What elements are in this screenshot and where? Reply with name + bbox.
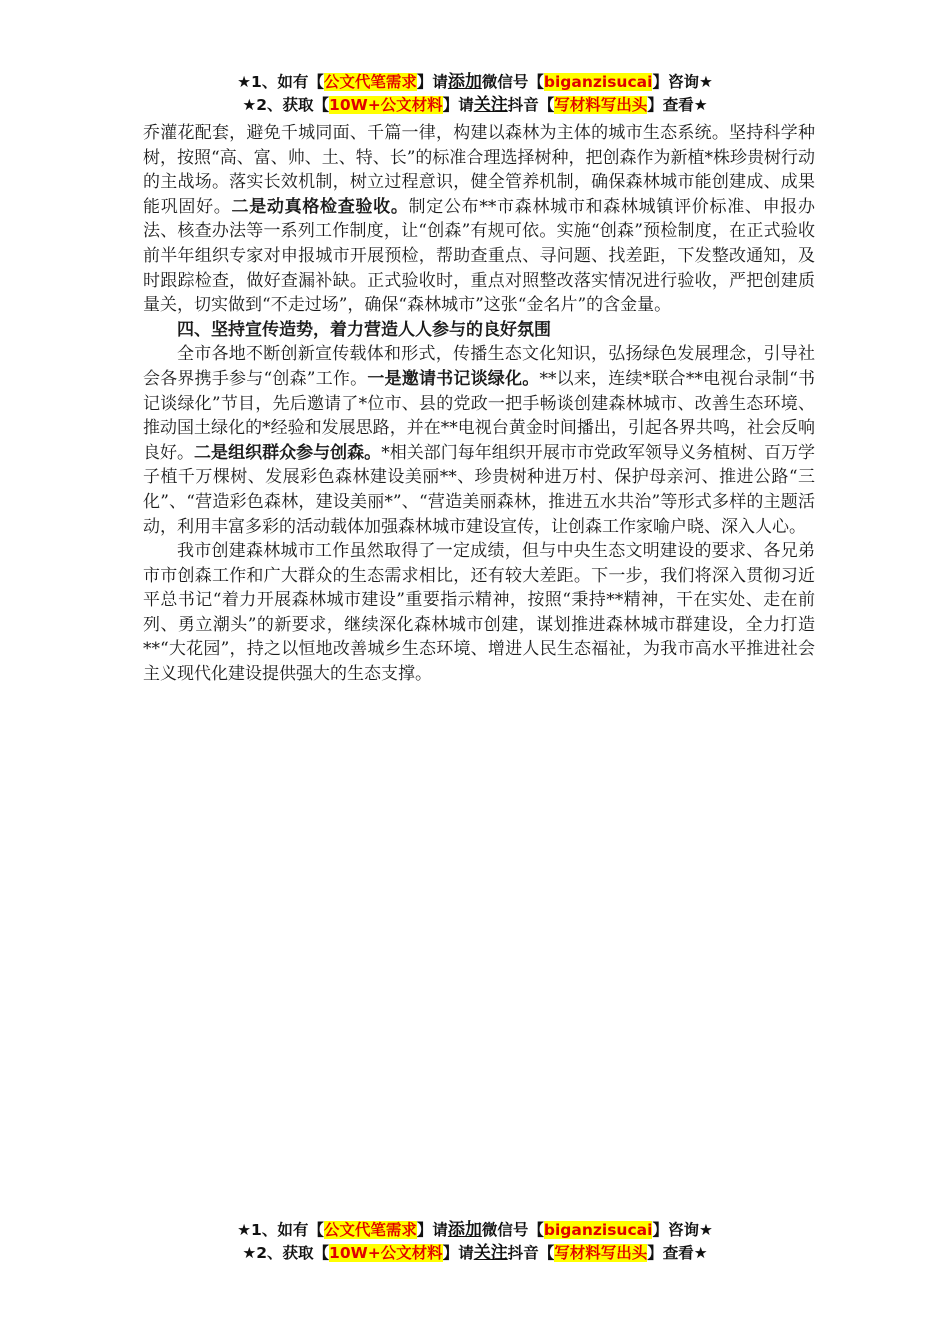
banner-text: ★1、如有【 <box>237 1221 324 1239</box>
banner-text: ★1、如有【 <box>237 73 324 91</box>
bold-lead-public: 二是组织群众参与创森。 <box>194 442 382 463</box>
banner-add-text: 添加 <box>447 72 482 92</box>
banner-text: 】请 <box>416 1221 448 1239</box>
paragraph-conclusion: 我市创建森林城市工作虽然取得了一定成绩，但与中央生态文明建设的要求、各兄弟市市创森工作和广大群众的生态需求相比，还有较大差距。下一步，我们将深入贯彻习近平总书记“着力开展森林城市建设”重要指示精神，按照“秉持**精神，干在实处、走在前列、勇立潮头”的新要求，继续深化森林城市创建，谋划推进森林城市群建设，全力打造**“大花园”，持之以恒地改善城乡生态环境、增进人民生态福祉，为我市高水平推进社会主义现代化建设提供强大的生态支撑。 <box>143 541 815 685</box>
highlight-material: 10W+公文材料 <box>329 96 443 114</box>
banner-line-2 <box>0 1242 950 1265</box>
banner-text: ★2、获取【 <box>242 96 330 114</box>
footer-banner <box>0 1219 950 1265</box>
wechat-id: biganzisucai <box>543 73 653 91</box>
banner-text: 】查看★ <box>647 96 708 114</box>
paragraph-continuation: 乔灌花配套，避免千城同面、千篇一律，构建以森林为主体的城市生态系统。坚持科学种树，按照“高、富、帅、土、特、长”的标准合理选择树种，把创森作为新植*株珍贵树行动的主战场。落实长效机制，树立过程意识，健全管养机制，确保森林城市能创建成、成果能巩固好。二是动真格检查验收。制定公布**市森林城市和森林城镇评价标准、申报办法、核查办法等一系列工作制度，让“创森”有规可依。实施“创森”预检制度，在正式验收前半年组织专家对申报城市开展预检，帮助查重点、寻问题、找差距，下发整改通知，及时跟踪检查，做好查漏补缺。正式验收时，重点对照整改落实情况进行验收，严把创建质量关，切实做到“不走过场”，确保“森林城市”这张“金名片”的含金量。 <box>143 123 816 316</box>
banner-line-1 <box>0 1219 950 1242</box>
bold-lead-inspection: 二是动真格检查验收。 <box>231 196 409 217</box>
douyin-account: 写材料写出头 <box>554 1244 648 1262</box>
banner-text: 微信号【 <box>481 1221 544 1239</box>
bold-lead-secretary: 一是邀请书记谈绿化。 <box>367 368 540 389</box>
banner-add-text: 添加 <box>447 1220 482 1240</box>
banner-text: 】查看★ <box>647 1244 708 1262</box>
highlight-material: 10W+公文材料 <box>329 1244 443 1262</box>
banner-text: 】请 <box>442 1244 474 1262</box>
banner-text: 】咨询★ <box>652 1221 713 1239</box>
banner-text: 微信号【 <box>481 73 544 91</box>
header-banner <box>0 71 950 117</box>
banner-text: 抖音【 <box>507 1244 555 1262</box>
highlight-ghostwriting-need: 公文代笔需求 <box>323 1221 417 1239</box>
banner-text: 】请 <box>416 73 448 91</box>
banner-follow-text: 关注 <box>473 1243 508 1263</box>
wechat-id: biganzisucai <box>543 1221 653 1239</box>
section-heading-4: 四、坚持宣传造势，着力营造人人参与的良好氛围 <box>177 319 551 340</box>
banner-text: ★2、获取【 <box>242 1244 330 1262</box>
banner-follow-text: 关注 <box>473 95 508 115</box>
banner-line-1 <box>0 71 950 94</box>
paragraph-publicity: 全市各地不断创新宣传载体和形式，传播生态文化知识，弘扬绿色发展理念，引导社会各界携手参与“创森”工作。一是邀请书记谈绿化。**以来，连续*联合**电视台录制“书记谈绿化”节目，先后邀请了*位市、县的党政一把手畅谈创建森林城市、改善生态环境、推动国土绿化的*经验和发展思路，并在**电视台黄金时间播出，引起各界共鸣，社会反响良好。二是组织群众参与创森。*相关部门每年组织开展市市党政军领导义务植树、百万学子植千万棵树、发展彩色森林建设美丽**、珍贵树种进万村、保护母亲河、推进公路“三化”、“营造彩色森林，建设美丽*”、“营造美丽森林，推进五水共治”等形式多样的主题活动，利用丰富多彩的活动载体加强森林城市建设宣传，让创森工作家喻户晓、深入人心。 <box>143 344 816 537</box>
banner-text: 】请 <box>442 96 474 114</box>
banner-line-2 <box>0 94 950 117</box>
highlight-ghostwriting-need: 公文代笔需求 <box>323 73 417 91</box>
banner-text: 抖音【 <box>507 96 555 114</box>
document-body <box>143 121 815 687</box>
douyin-account: 写材料写出头 <box>554 96 648 114</box>
banner-text: 】咨询★ <box>652 73 713 91</box>
